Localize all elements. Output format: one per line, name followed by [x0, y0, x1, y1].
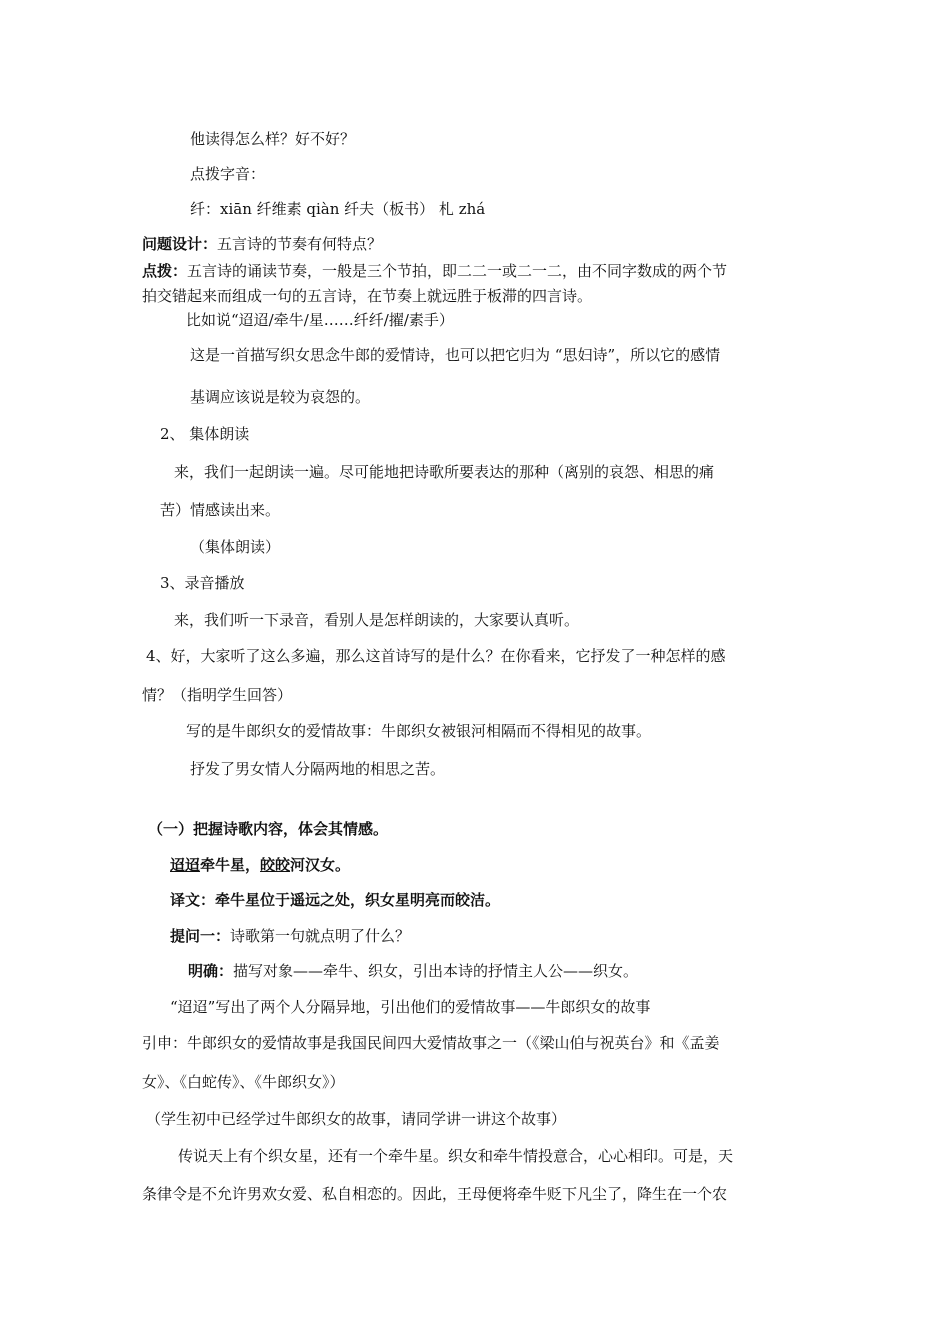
text-line: 他读得怎么样？好不好？: [190, 130, 356, 148]
text-line: （集体朗读）: [190, 538, 281, 556]
line-text: 牵牛星，: [200, 856, 261, 874]
text-line: 3、录音播放: [160, 574, 245, 592]
text-line: [142, 234, 382, 254]
line-text: 河汉女。: [290, 856, 351, 874]
label-bold: 提问一：: [170, 927, 231, 945]
line-text: 五言诗的诵读节奏，一般是三个节拍，即二二一或二一二，由不同字数成的两个节: [187, 262, 728, 280]
line-text: 五言诗的节奏有何特点？: [217, 235, 383, 253]
text-line: “迢迢”写出了两个人分隔异地，引出他们的爱情故事——牛郎织女的故事: [170, 998, 651, 1016]
text-line: 4、好，大家听了这么多遍，那么这首诗写的是什么？在你看来，它抒发了一种怎样的感: [146, 647, 726, 665]
label-bold: 点拨：: [142, 262, 188, 280]
text-line: 这是一首描写织女思念牛郎的爱情诗，也可以把它归为 “思妇诗”，所以它的感情: [190, 346, 721, 364]
line-text: 诗歌第一句就点明了什么？: [230, 927, 411, 945]
text-line: [170, 926, 410, 946]
text-line: 引申：牛郎织女的爱情故事是我国民间四大爱情故事之一（《梁山伯与祝英台》和《孟姜: [142, 1034, 720, 1052]
translation-line: 译文：牵牛星位于遥远之处，织女星明亮而皎洁。: [170, 891, 501, 909]
underlined-word: 迢迢: [170, 856, 201, 874]
underlined-word: 皎皎: [260, 856, 291, 874]
text-line: 2、 集体朗读: [160, 425, 250, 443]
text-line: 抒发了男女情人分隔两地的相思之苦。: [190, 760, 446, 778]
text-line: 女》、《白蛇传》、《牛郎织女》）: [142, 1073, 345, 1091]
text-line: 苦）情感读出来。: [160, 501, 281, 519]
text-line: 点拨字音：: [190, 165, 266, 183]
text-line: [142, 261, 727, 281]
text-line: 情？（指明学生回答）: [142, 686, 293, 704]
poem-line: [146, 855, 350, 875]
text-line: 来，我们听一下录音，看别人是怎样朗读的，大家要认真听。: [174, 611, 580, 629]
text-line: 来，我们一起朗读一遍。尽可能地把诗歌所要表达的那种（离别的哀怨、相思的痛: [174, 463, 715, 481]
text-line: 条律令是不允许男欢女爱、私自相恋的。因此，王母便将牵牛贬下凡尘了，降生在一个农: [142, 1185, 728, 1203]
text-line: [188, 961, 638, 981]
label-bold: 明确：: [188, 962, 234, 980]
text-line: 传说天上有个织女星，还有一个牵牛星。织女和牵牛情投意合，心心相印。可是，天: [178, 1147, 734, 1165]
text-line: （学生初中已经学过牛郎织女的故事，请同学讲一讲这个故事）: [146, 1110, 567, 1128]
text-line: 比如说“迢迢/牵牛/星……纤纤/擢/素手）: [186, 311, 454, 329]
text-line: 写的是牛郎织女的爱情故事：牛郎织女被银河相隔而不得相见的故事。: [186, 722, 652, 740]
text-line: 基调应该说是较为哀怨的。: [190, 388, 371, 406]
section-heading: （一）把握诗歌内容，体会其情感。: [148, 820, 389, 838]
text-line: 拍交错起来而组成一句的五言诗，在节奏上就远胜于板滞的四言诗。: [142, 287, 593, 305]
text-line: 纤：xiān 纤维素 qiàn 纤夫（板书） 札 zhá: [190, 200, 486, 218]
label-bold: 问题设计：: [142, 235, 218, 253]
line-text: 描写对象——牵牛、织女，引出本诗的抒情主人公——织女。: [233, 962, 639, 980]
